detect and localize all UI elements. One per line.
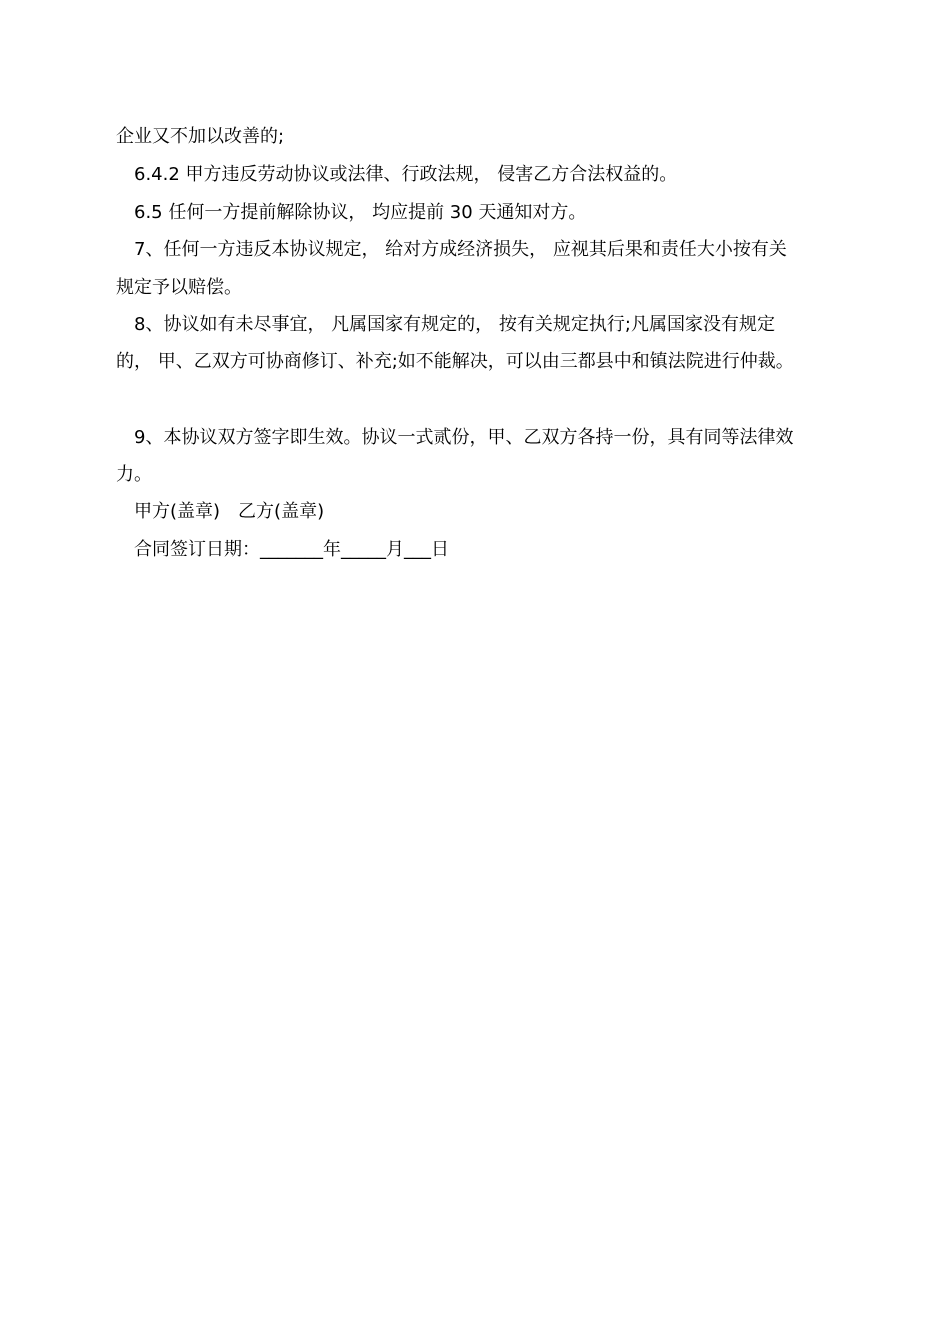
signature-line: 甲方(盖章) 乙方(盖章)	[134, 501, 325, 522]
text-line-6: 8、协议如有未尽事宜， 凡属国家有规定的， 按有关规定执行;凡属国家没有规定	[134, 314, 775, 335]
text-line-9: 力。	[116, 464, 152, 485]
text-line-3: 6.5 任何一方提前解除协议， 均应提前 30 天通知对方。	[134, 202, 587, 223]
text-line-1: 企业又不加以改善的;	[116, 126, 285, 147]
text-line-2: 6.4.2 甲方违反劳动协议或法律、行政法规， 侵害乙方合法权益的。	[134, 164, 678, 185]
text-line-8: 9、本协议双方签字即生效。协议一式贰份，甲、乙双方各持一份，具有同等法律效	[134, 427, 794, 448]
text-line-4: 7、任何一方违反本协议规定， 给对方成经济损失， 应视其后果和责任大小按有关	[134, 239, 787, 260]
text-line-5: 规定予以赔偿。	[116, 277, 242, 298]
text-line-7: 的， 甲、乙双方可协商修订、补充;如不能解决，可以由三都县中和镇法院进行仲裁。	[116, 351, 794, 372]
signing-date-line: 合同签订日期：_______年_____月___日	[134, 539, 449, 560]
